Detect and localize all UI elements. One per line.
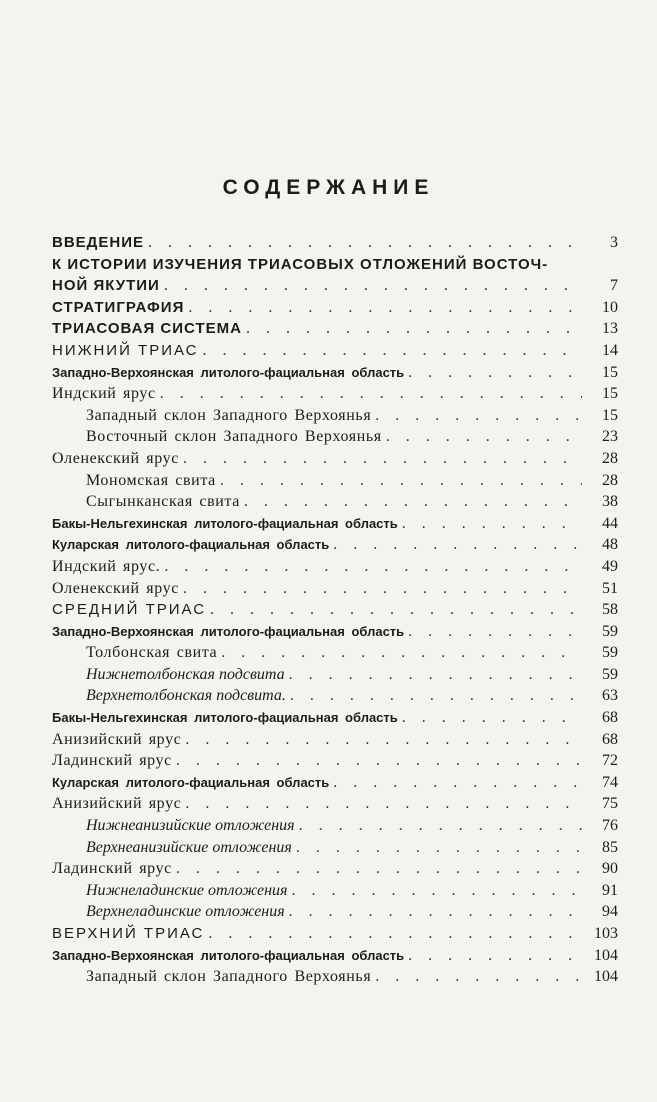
table-of-contents [52, 232, 618, 988]
toc-page-number: 7 [610, 277, 618, 295]
dot-leader [164, 275, 582, 297]
toc-entry-label: Оленекский ярус [52, 579, 179, 597]
dot-leader [402, 707, 582, 729]
toc-entry-label: Верхнеанизийские отложения [86, 838, 292, 856]
toc-entry [52, 275, 618, 297]
toc-page-number: 15 [602, 363, 618, 381]
toc-entry [52, 621, 618, 643]
toc-entry [52, 880, 618, 902]
toc-entry [52, 923, 618, 945]
toc-entry [52, 901, 618, 923]
dot-leader [202, 340, 582, 362]
dot-leader [289, 901, 582, 923]
dot-leader [244, 491, 582, 513]
toc-entry-label: Индский ярус. [52, 557, 161, 575]
toc-entry-label: Анизийский ярус [52, 795, 182, 813]
toc-page-number: 68 [602, 730, 618, 748]
dot-leader [221, 642, 582, 664]
toc-entry-label: Мономская свита [86, 471, 216, 489]
toc-page-number: 44 [602, 514, 618, 532]
toc-entry [52, 448, 618, 470]
toc-entry-label: Западный склон Западного Верхоянья [86, 968, 372, 986]
toc-entry [52, 318, 618, 340]
toc-entry-label: Ладинский ярус [52, 860, 172, 878]
toc-entry [52, 772, 618, 794]
toc-entry [52, 491, 618, 513]
toc-entry-label: Восточный склон Западного Верхоянья [86, 428, 382, 446]
toc-entry-label: Западно-Верхоянская литолого-фациальная область [52, 364, 405, 380]
toc-entry [52, 664, 618, 686]
toc-entry [52, 858, 618, 880]
toc-entry [52, 556, 618, 578]
toc-entry [52, 513, 618, 535]
dot-leader [185, 793, 582, 815]
dot-leader [176, 750, 582, 772]
toc-page-number: 104 [594, 946, 618, 964]
toc-entry-line: К ИСТОРИИ ИЗУЧЕНИЯ ТРИАСОВЫХ ОТЛОЖЕНИЙ ВОСТОЧ- [52, 255, 549, 273]
toc-entry-label: СРЕДНИЙ ТРИАС [52, 601, 207, 619]
toc-entry-label: НОЙ ЯКУТИИ [52, 277, 160, 295]
toc-page-number: 91 [602, 881, 618, 899]
dot-leader [208, 923, 582, 945]
dot-leader [183, 448, 582, 470]
dot-leader [408, 945, 582, 967]
toc-entry [52, 405, 618, 427]
toc-page-number: 23 [602, 428, 618, 446]
toc-page-number: 85 [602, 838, 618, 856]
toc-page-number: 48 [602, 536, 618, 554]
toc-entry-label: Нижнетолбонская подсвита [86, 665, 285, 683]
toc-page-number: 15 [602, 406, 618, 424]
dot-leader [148, 232, 582, 254]
toc-page-number: 10 [602, 298, 618, 316]
toc-page-number: 76 [602, 817, 618, 835]
toc-entry-label: Западно-Верхоянская литолого-фациальная область [52, 623, 405, 639]
toc-page-number: 13 [602, 320, 618, 338]
toc-entry [52, 362, 618, 384]
toc-page-number: 94 [602, 903, 618, 921]
toc-page-number: 59 [602, 622, 618, 640]
toc-entry-label: Куларская литолого-фациальная область [52, 537, 330, 553]
toc-entry-label: Ладинский ярус [52, 752, 172, 770]
toc-page-number: 58 [602, 601, 618, 619]
toc-entry-label: Бакы-Нельгехинская литолого-фациальная область [52, 710, 398, 726]
dot-leader [188, 297, 582, 319]
toc-entry [52, 707, 618, 729]
toc-entry [52, 470, 618, 492]
toc-entry-label: Верхнеладинские отложения [86, 903, 285, 921]
toc-entry [52, 426, 618, 448]
dot-leader [185, 729, 582, 751]
toc-page-number: 51 [602, 579, 618, 597]
toc-entry [52, 578, 618, 600]
dot-leader [246, 318, 582, 340]
dot-leader [176, 858, 582, 880]
toc-entry-label: Индский ярус [52, 385, 156, 403]
toc-entry [52, 685, 618, 707]
toc-entry-label: ВВЕДЕНИЕ [52, 234, 144, 251]
dot-leader [375, 405, 582, 427]
toc-entry [52, 599, 618, 621]
toc-entry-label: Нижнеанизийские отложения [86, 817, 295, 835]
toc-entry-label: СТРАТИГРАФИЯ [52, 298, 185, 316]
dot-leader [375, 966, 582, 988]
toc-entry [52, 297, 618, 319]
toc-page-number: 104 [594, 968, 618, 986]
toc-page-number: 28 [602, 449, 618, 467]
toc-page-number: 74 [602, 773, 618, 791]
toc-entry-label: Оленекский ярус [52, 449, 179, 467]
dot-leader [183, 578, 582, 600]
toc-page-number: 90 [602, 860, 618, 878]
toc-page-number: 3 [610, 234, 618, 251]
toc-entry [52, 966, 618, 988]
toc-entry-label: Бакы-Нельгехинская литолого-фациальная область [52, 515, 398, 531]
toc-entry-label: Западный склон Западного Верхоянья [86, 406, 372, 424]
dot-leader [408, 362, 582, 384]
toc-entry-label: НИЖНИЙ ТРИАС [52, 341, 199, 359]
toc-page-number: 103 [594, 925, 618, 942]
toc-entry-label: Куларская литолого-фациальная область [52, 774, 330, 790]
dot-leader [160, 383, 582, 405]
toc-page-number: 59 [602, 665, 618, 683]
toc-entry-label: Анизийский ярус [52, 730, 182, 748]
toc-page-number: 63 [602, 687, 618, 705]
dot-leader [299, 815, 582, 837]
toc-page-number: 72 [602, 752, 618, 770]
toc-page-number: 68 [602, 709, 618, 727]
toc-entry [52, 750, 618, 772]
dot-leader [408, 621, 582, 643]
toc-entry [52, 837, 618, 859]
dot-leader [290, 685, 582, 707]
toc-page-number: 49 [602, 557, 618, 575]
toc-page-number: 38 [602, 493, 618, 511]
dot-leader [296, 837, 582, 859]
toc-entry-label: Верхнетолбонская подсвита. [86, 687, 286, 705]
contents-title: СОДЕРЖАНИЕ [222, 176, 435, 199]
toc-entry-label: ВЕРХНИЙ ТРИАС [52, 925, 205, 942]
toc-entry [52, 945, 618, 967]
dot-leader [210, 599, 582, 621]
toc-entry [52, 815, 618, 837]
dot-leader [220, 470, 582, 492]
toc-entry [52, 383, 618, 405]
toc-page-number: 59 [602, 644, 618, 662]
toc-entry [52, 340, 618, 362]
toc-entry [52, 642, 618, 664]
dot-leader [402, 513, 582, 535]
dot-leader [386, 426, 582, 448]
toc-page-number: 28 [602, 471, 618, 489]
dot-leader [289, 664, 582, 686]
toc-entry-label: Сыгынканская свита [86, 493, 240, 511]
toc-entry [52, 232, 618, 254]
toc-page-number: 15 [602, 385, 618, 403]
dot-leader [164, 556, 582, 578]
toc-entry-label: Западно-Верхоянская литолого-фациальная область [52, 947, 405, 963]
toc-entry-label: Толбонская свита [86, 644, 218, 662]
toc-entry [52, 534, 618, 556]
toc-entry-label: Нижнеладинские отложения [86, 881, 288, 899]
toc-entry [52, 729, 618, 751]
toc-entry [52, 793, 618, 815]
dot-leader [291, 880, 582, 902]
toc-entry-label: ТРИАСОВАЯ СИСТЕМА [52, 320, 242, 338]
toc-page-number: 75 [602, 795, 618, 813]
dot-leader [333, 534, 582, 556]
toc-page-number: 14 [602, 341, 618, 359]
dot-leader [333, 772, 582, 794]
